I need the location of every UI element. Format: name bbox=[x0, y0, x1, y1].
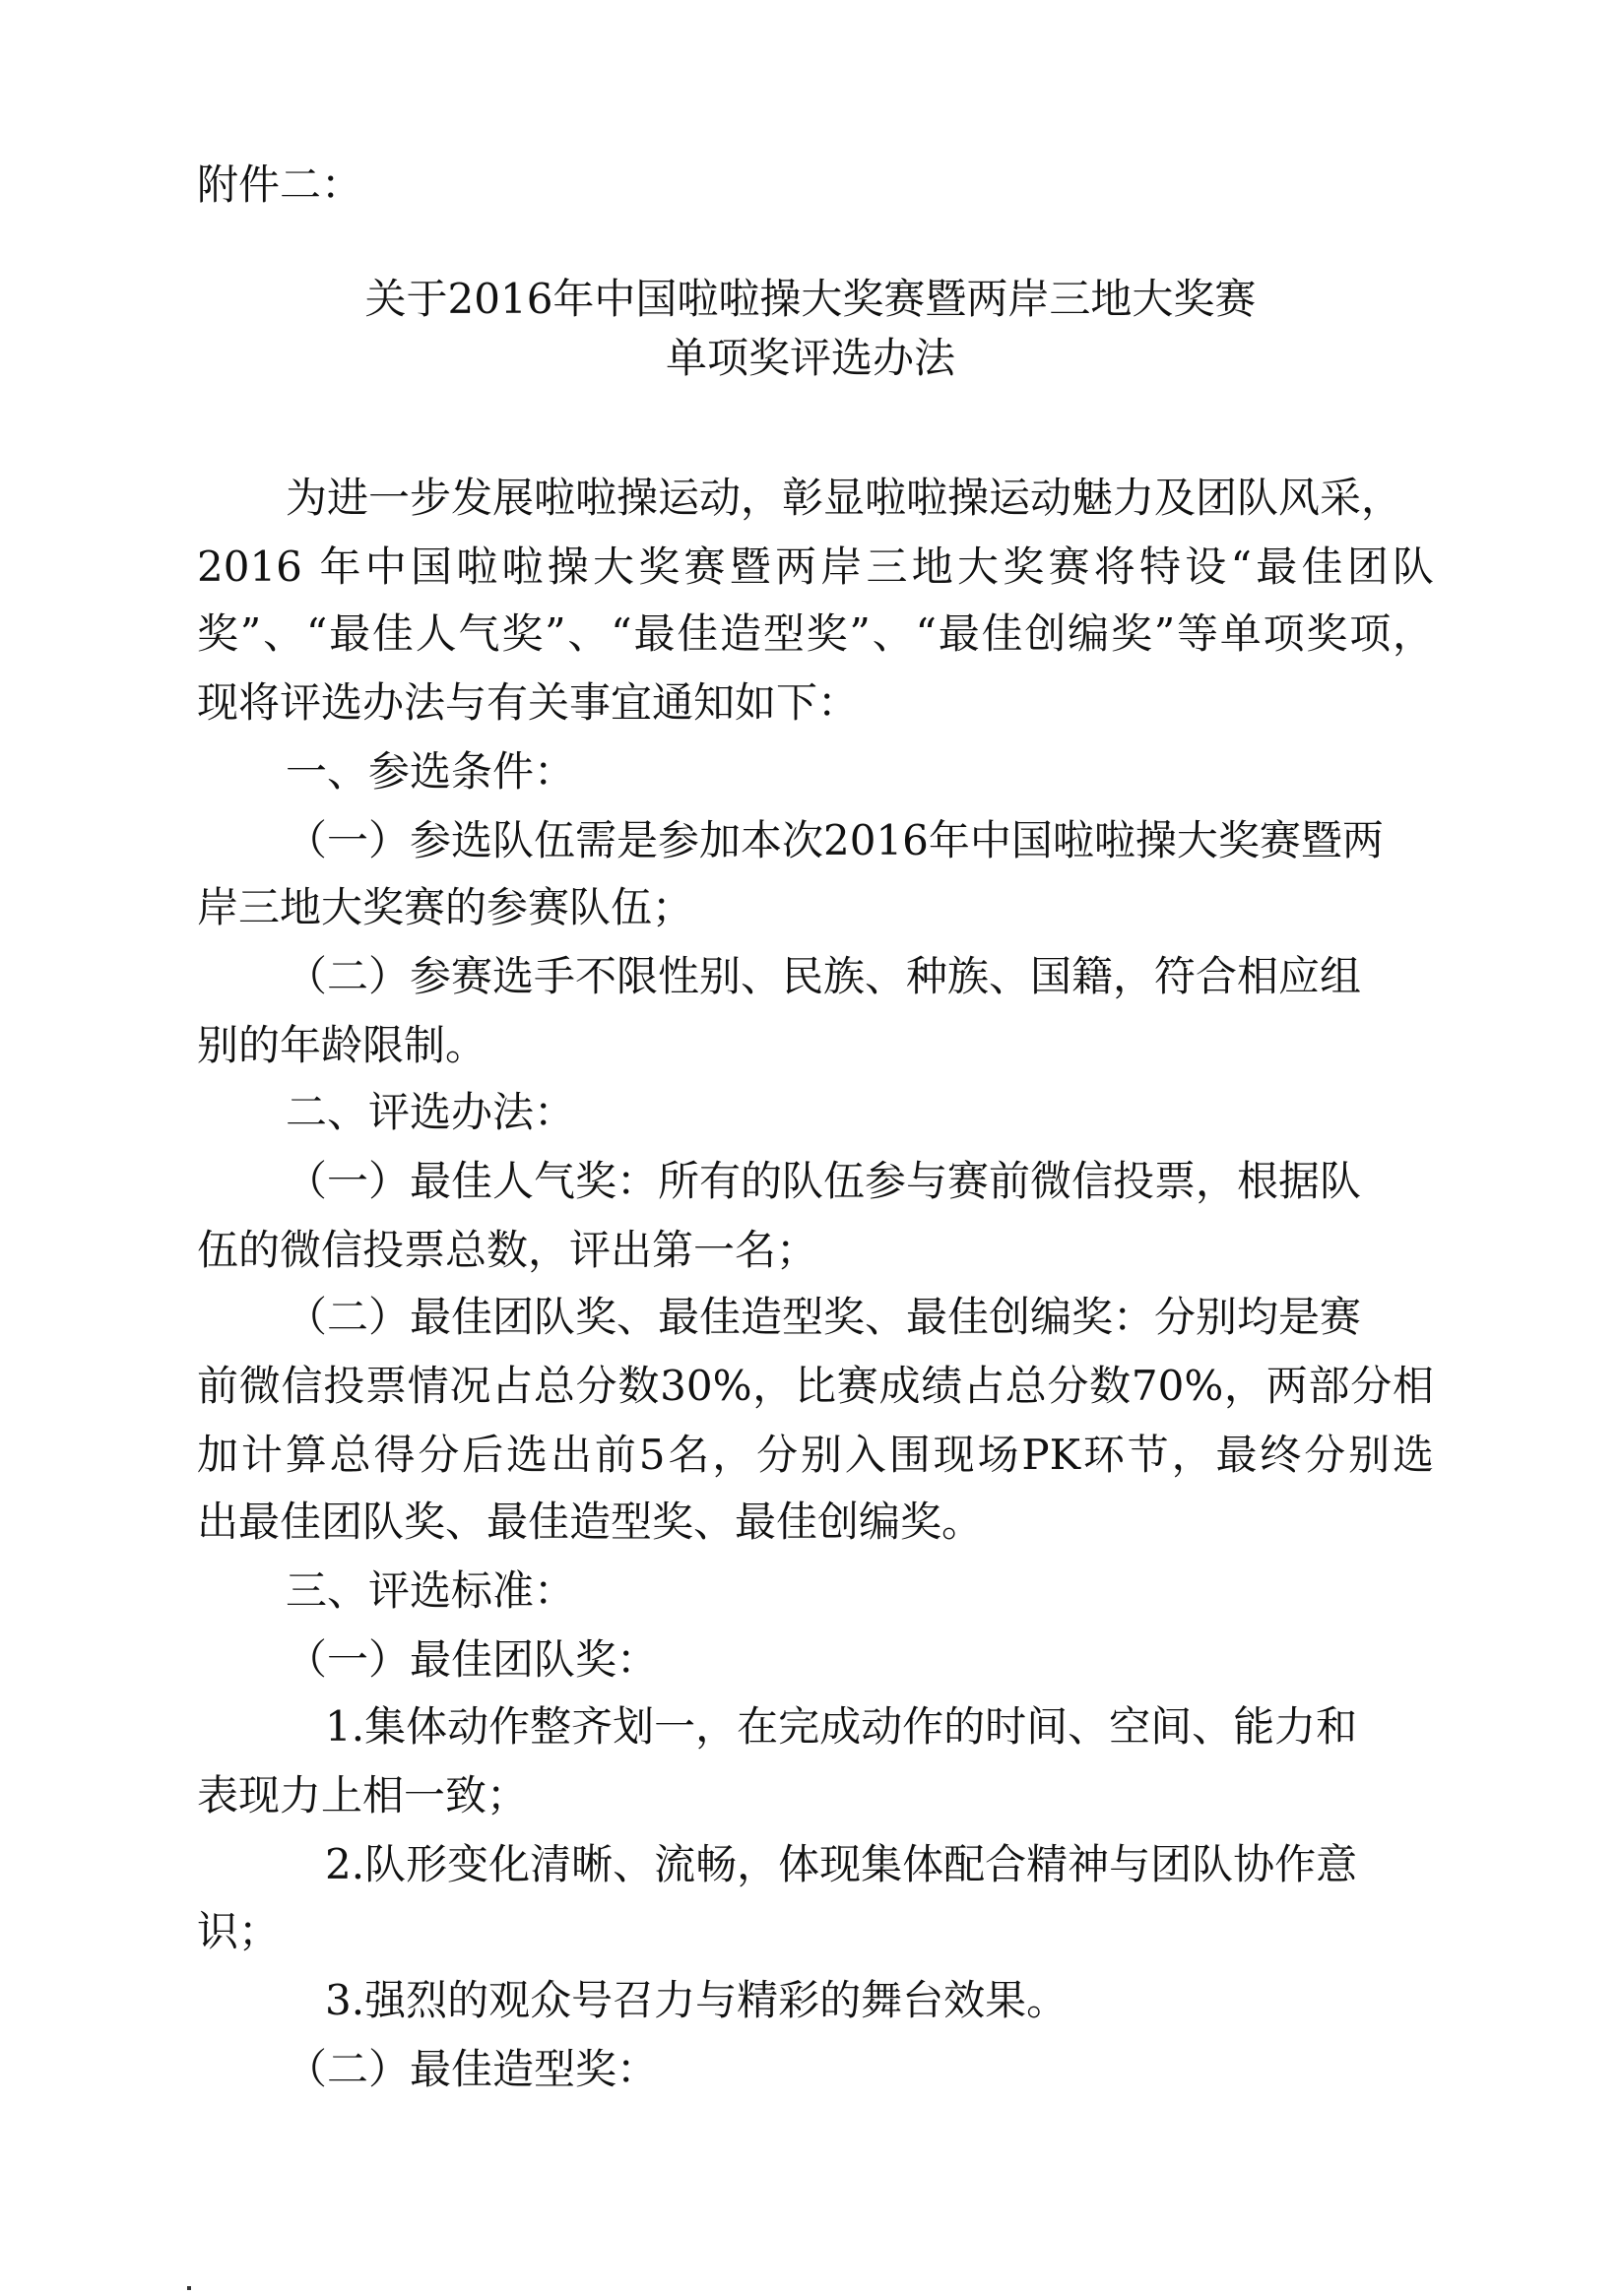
paragraph-intro-line-4: 现将评选办法与有关事宜通知如下： bbox=[197, 678, 860, 727]
section-1-item-2-line-1: （二）参赛选手不限性别、民族、种族、国籍，符合相应组 bbox=[286, 952, 1362, 1000]
section-2-item-2-line-2: 前微信投票情况占总分数30%，比赛成绩占总分数70%，两部分相 bbox=[197, 1362, 1434, 1410]
scan-mark bbox=[187, 2286, 191, 2290]
paragraph-intro-line-3: 奖”、“最佳人气奖”、“最佳造型奖”、“最佳创编奖”等单项奖项， bbox=[197, 609, 1434, 658]
document-title-line-1: 关于2016年中国啦啦操大奖赛暨两岸三地大奖赛 bbox=[364, 275, 1257, 323]
section-1-item-1-line-2: 岸三地大奖赛的参赛队伍； bbox=[197, 883, 694, 931]
section-3-subheading-2: （二）最佳造型奖： bbox=[286, 2045, 659, 2093]
section-3-criterion-2-line-1: 2.队形变化清晰、流畅，体现集体配合精神与团队协作意 bbox=[325, 1840, 1358, 1888]
attachment-label: 附件二： bbox=[197, 160, 363, 209]
section-3-criterion-1-line-2: 表现力上相一致； bbox=[197, 1771, 529, 1819]
section-3-subheading-1: （一）最佳团队奖： bbox=[286, 1635, 659, 1684]
paragraph-intro-line-1: 为进一步发展啦啦操运动，彰显啦啦操运动魅力及团队风采， bbox=[286, 474, 1403, 522]
section-3-criterion-2-line-2: 识； bbox=[197, 1907, 281, 1955]
section-2-item-1-line-1: （一）最佳人气奖：所有的队伍参与赛前微信投票，根据队 bbox=[286, 1157, 1362, 1205]
document-title-line-2: 单项奖评选办法 bbox=[665, 334, 955, 382]
section-heading-2: 二、评选办法： bbox=[286, 1088, 576, 1136]
section-3-criterion-1-line-1: 1.集体动作整齐划一，在完成动作的时间、空间、能力和 bbox=[325, 1702, 1358, 1751]
section-2-item-2-line-1: （二）最佳团队奖、最佳造型奖、最佳创编奖：分别均是赛 bbox=[286, 1293, 1362, 1341]
section-3-criterion-3: 3.强烈的观众号召力与精彩的舞台效果。 bbox=[325, 1976, 1069, 2024]
section-heading-3: 三、评选标准： bbox=[286, 1566, 576, 1615]
section-2-item-1-line-2: 伍的微信投票总数，评出第一名； bbox=[197, 1226, 818, 1274]
section-1-item-1-line-1: （一）参选队伍需是参加本次2016年中国啦啦操大奖赛暨两 bbox=[286, 816, 1384, 864]
section-2-item-2-line-4: 出最佳团队奖、最佳造型奖、最佳创编奖。 bbox=[197, 1498, 984, 1546]
section-heading-1: 一、参选条件： bbox=[286, 747, 576, 796]
paragraph-intro-line-2: 2016 年中国啦啦操大奖赛暨两岸三地大奖赛将特设“最佳团队 bbox=[197, 542, 1434, 591]
section-2-item-2-line-3: 加计算总得分后选出前5名，分别入围现场PK环节，最终分别选 bbox=[197, 1431, 1434, 1479]
section-1-item-2-line-2: 别的年龄限制。 bbox=[197, 1021, 487, 1069]
